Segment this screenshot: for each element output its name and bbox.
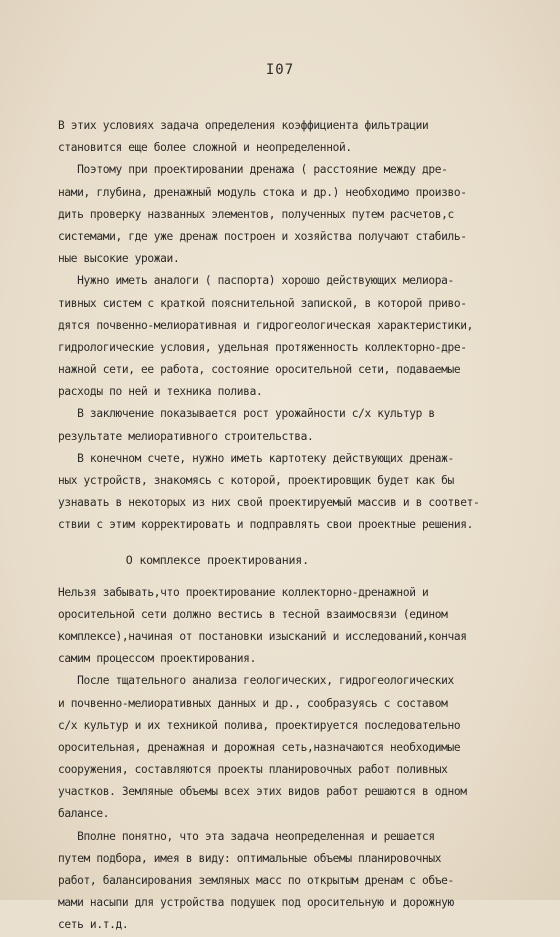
text-line: нами, глубина, дренажный модуль стока и др.) необходимо произво- <box>58 185 467 199</box>
text-line: становится еще более сложной и неопределенной. <box>58 141 352 155</box>
text-line: работ, балансирования земляных масс по открытым дренам с объе- <box>58 874 454 887</box>
page-number: I07 <box>265 62 295 78</box>
text-line: мами насыпи для устройства подушек под оросительную и дорожную <box>58 896 454 910</box>
text-line: оросительной сети должно вестись в тесной взаимосвязи (едином <box>58 607 448 621</box>
text-line: и почвенно-мелиоративных данных и др., сообразуясь с составом <box>58 696 448 710</box>
text-line: балансе. <box>58 807 110 821</box>
text-line: Вполне понятно, что эта задача неопределенная и решается <box>58 829 435 843</box>
paragraph <box>58 115 508 159</box>
document-body <box>58 115 508 937</box>
text-line: оросительная, дренажная и дорожная сеть,назначаются необходимые <box>58 740 461 754</box>
paragraph <box>58 826 508 937</box>
text-line: участков. Земляные объемы всех этих видов работ решаются в одном <box>58 785 467 799</box>
text-line: В конечном счете, нужно иметь картотеку действующих дренаж- <box>58 451 454 465</box>
section-heading: О комплексе проектирования. <box>58 552 309 567</box>
text-line: системами, где уже дренаж построен и хозяйства получают стабиль- <box>58 229 467 243</box>
paragraph <box>58 582 508 671</box>
text-line: дятся почвенно-мелиоративная и гидрогеологическая характеристики, <box>58 318 474 332</box>
text-line: В заключение показывается рост урожайности с/х культур в <box>58 407 435 421</box>
text-line: дить проверку названных элементов, полученных путем расчетов,с <box>58 207 454 221</box>
text-line: с/х культур и их техникой полива, проектируется последовательно <box>58 718 461 732</box>
text-line: Нужно иметь аналоги ( паспорта) хорошо действующих мелиора- <box>58 274 454 288</box>
text-line: самим процессом проектирования. <box>58 652 256 666</box>
text-line: узнавать в некоторых из них свой проектируемый массив и в соответ- <box>58 496 480 510</box>
text-line: Нельзя забывать,что проектирование коллекторно-дренажной и <box>58 585 429 599</box>
text-line: После тщательного анализа геологических, гидрогеологических <box>58 674 454 688</box>
text-line: гидрологические условия, удельная протяженность коллекторно-дре- <box>58 340 467 354</box>
paragraph <box>58 448 508 537</box>
text-line: ствии с этим корректировать и подправлять свои проектные решения. <box>58 518 474 532</box>
text-line: сооружения, составляются проекты планировочных работ поливных <box>58 763 448 777</box>
paragraph <box>58 670 508 825</box>
paragraph <box>58 270 508 403</box>
paragraph <box>58 403 508 447</box>
text-line: В этих условиях задача определения коэффициента фильтрации <box>58 119 429 132</box>
text-line: сеть и.т.д. <box>58 918 129 932</box>
text-line: Поэтому при проектировании дренажа ( расстояние между дре- <box>58 163 448 177</box>
text-line: тивных систем с краткой пояснительной запиской, в которой приво- <box>58 296 467 310</box>
text-line: комплексе),начиная от постановки изысканий и исследований,кончая <box>58 629 467 643</box>
text-line: результате мелиоративного строительства. <box>58 429 314 443</box>
text-line: ные высокие урожаи. <box>58 252 180 266</box>
text-line: расходы по ней и техника полива. <box>58 385 263 399</box>
text-line: путем подбора, имея в виду: оптимальные объемы планировочных <box>58 851 442 865</box>
text-line: ных устройств, знакомясь с которой, проектировщик будет как бы <box>58 474 454 487</box>
paragraph <box>58 159 508 270</box>
text-line: нажной сети, ее работа, состояние оросительной сети, подаваемые <box>58 363 461 377</box>
